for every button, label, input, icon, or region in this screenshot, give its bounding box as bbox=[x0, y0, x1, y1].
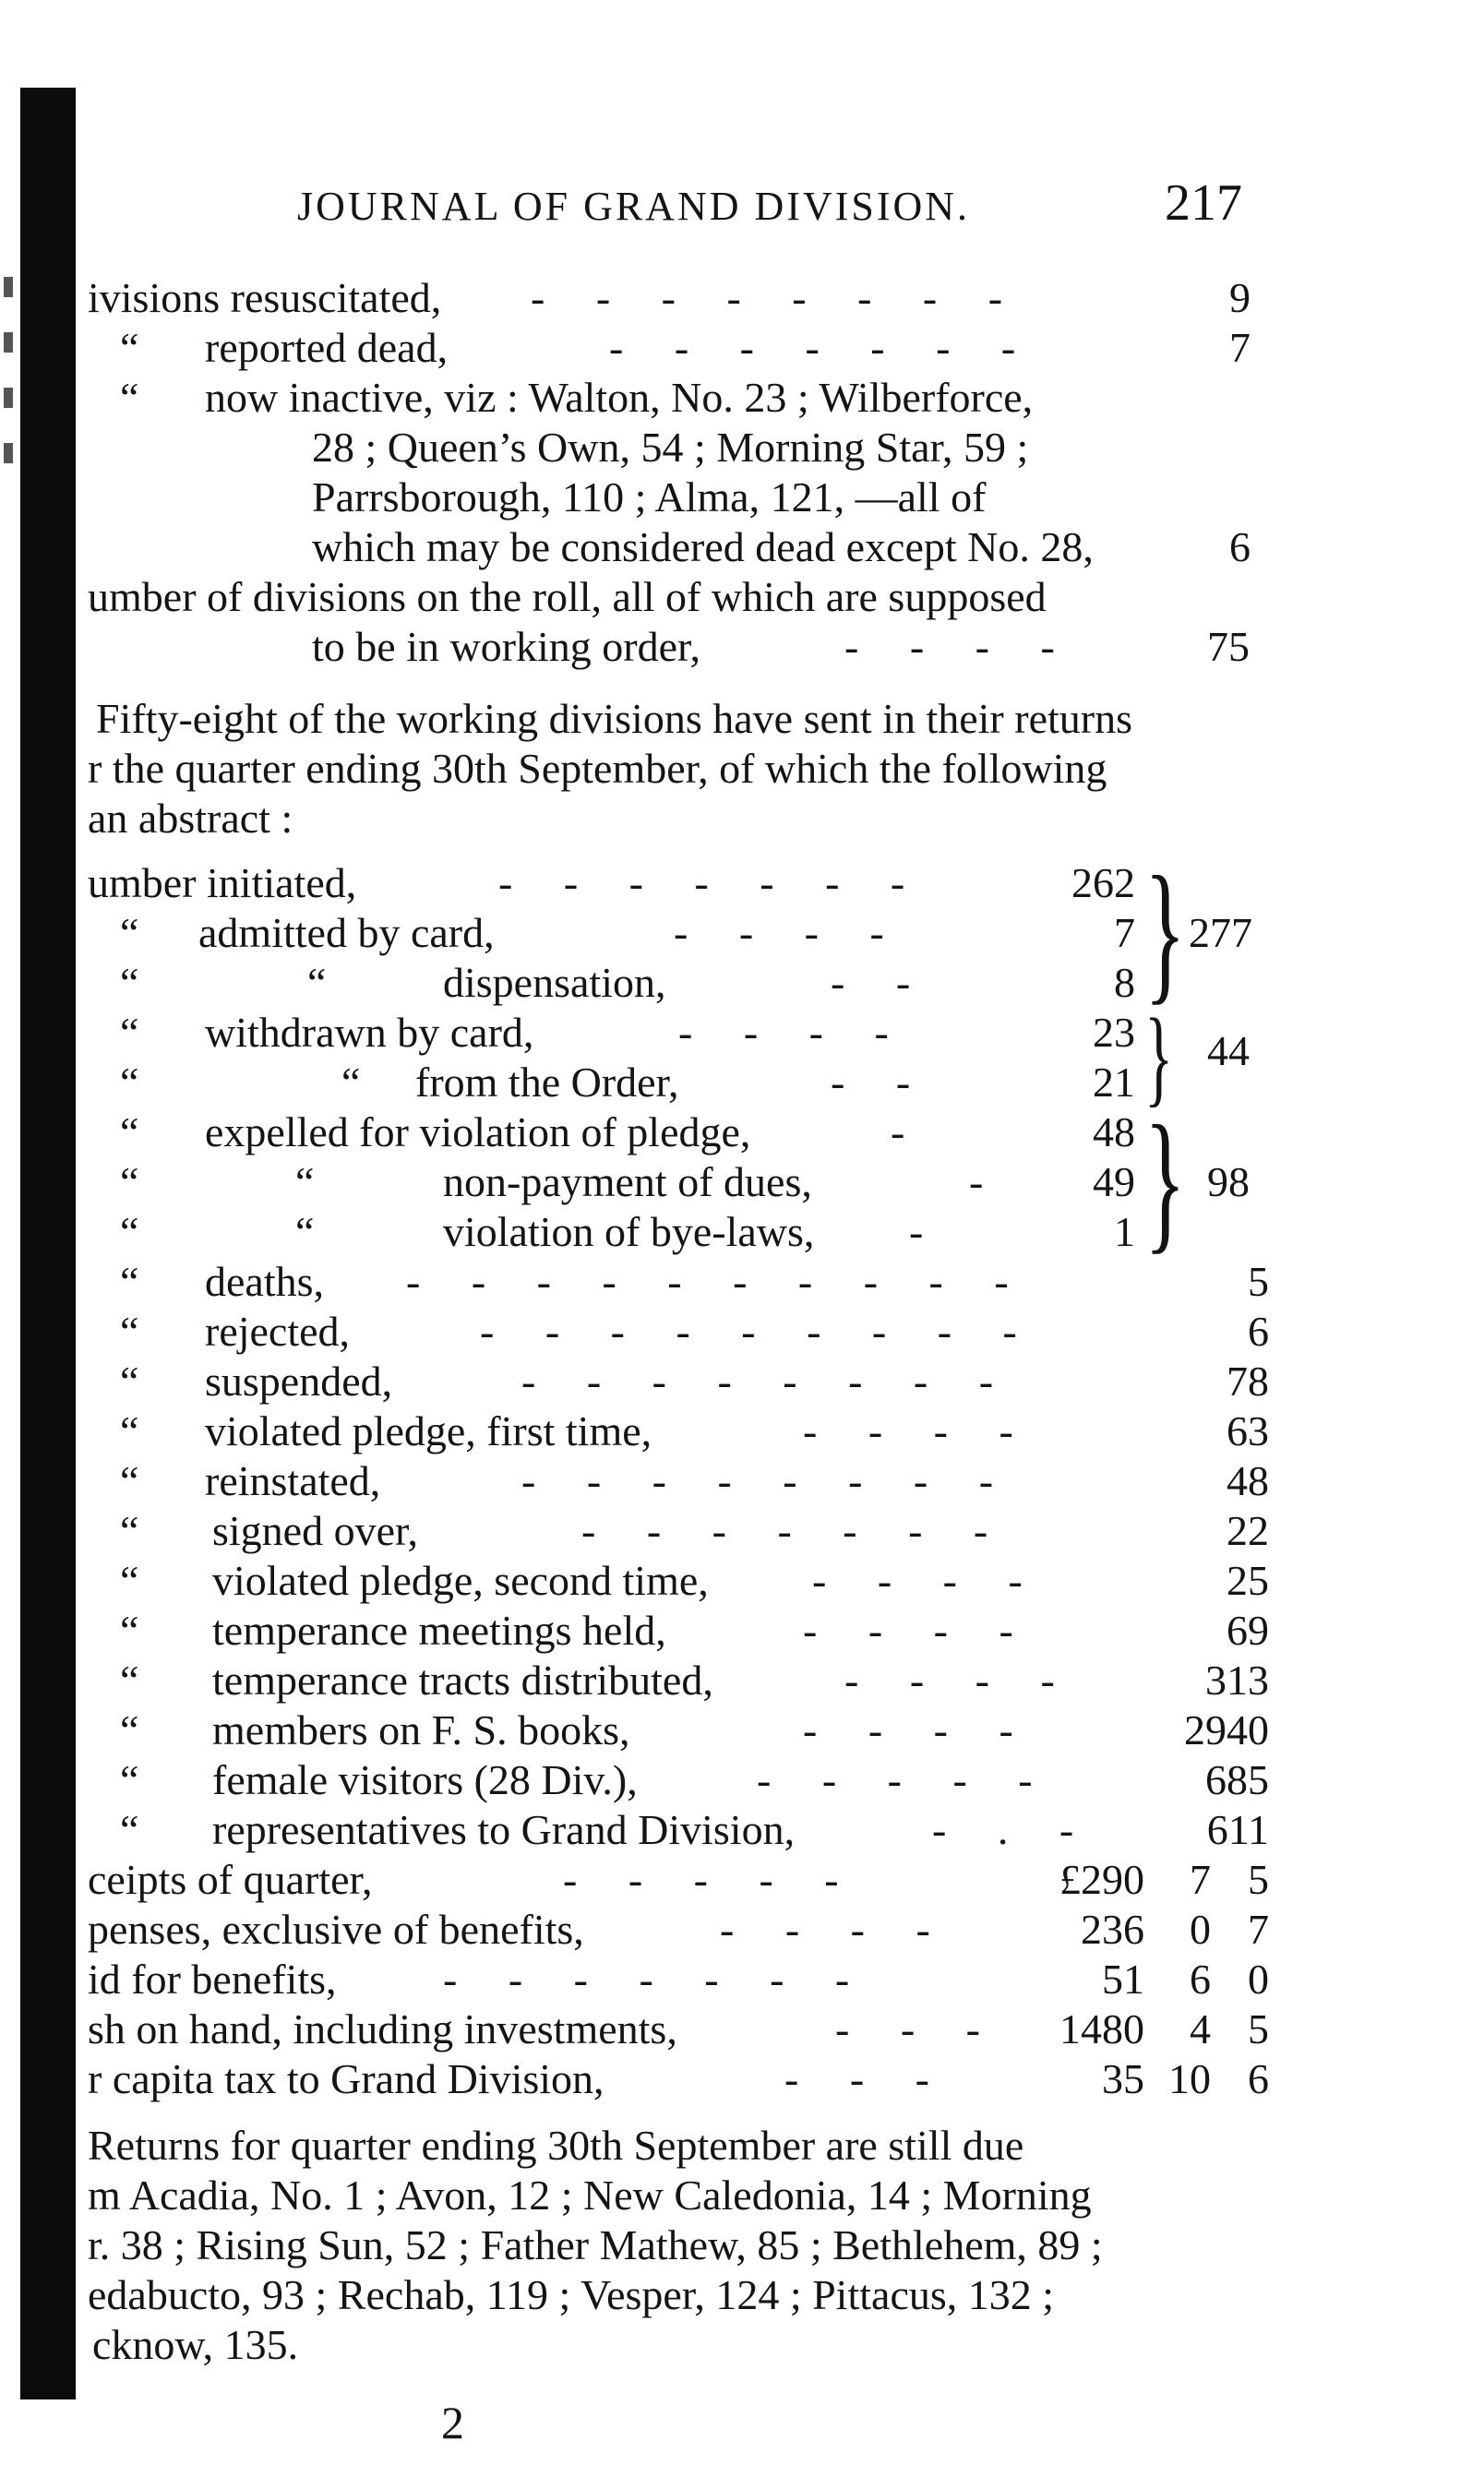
text-span: sh on hand, including investments, bbox=[88, 2005, 677, 2052]
text-span: 313 bbox=[1205, 1657, 1269, 1704]
text-span: “ bbox=[120, 1457, 139, 1504]
text-span: - - - - - - - bbox=[581, 1507, 1009, 1554]
text-span: 7 bbox=[1114, 909, 1135, 956]
text-span: - - - - - - - - - bbox=[480, 1308, 1037, 1355]
text-span: “ bbox=[295, 1208, 315, 1255]
text-span: “ bbox=[120, 1557, 139, 1604]
edge-mark bbox=[4, 388, 13, 408]
text-span: - bbox=[969, 1158, 1004, 1205]
text-span: - - - - - - - - bbox=[531, 274, 1023, 321]
text-span: edabucto, 93 ; Rechab, 119 ; Vesper, 124 ; Pittacus, 132 ; bbox=[88, 2271, 1055, 2318]
text-span: 35 bbox=[1102, 2055, 1144, 2102]
signature-mark: 2 bbox=[441, 2397, 464, 2448]
text-span: suspended, bbox=[205, 1358, 393, 1405]
text-span: non-payment of dues, bbox=[443, 1158, 812, 1205]
text-span: - - - - - bbox=[563, 1856, 859, 1903]
text-span: 9 bbox=[1229, 274, 1251, 321]
text-span: “ bbox=[120, 1258, 139, 1305]
text-span: 5 bbox=[1248, 1258, 1269, 1305]
text-span: 5 bbox=[1248, 2005, 1269, 2052]
text-span: - - bbox=[831, 1059, 931, 1106]
text-span: to be in working order, bbox=[312, 623, 701, 670]
text-span: 21 bbox=[1093, 1059, 1135, 1106]
text-span: “ bbox=[120, 1208, 139, 1255]
text-span: “ bbox=[120, 1158, 139, 1205]
text-span: 1480 bbox=[1059, 2005, 1144, 2052]
edge-mark bbox=[4, 277, 13, 297]
text-span: - - - - - - - bbox=[443, 1956, 870, 2003]
right-brace: } bbox=[1144, 1094, 1186, 1267]
text-span: 23 bbox=[1093, 1009, 1135, 1056]
text-span: 2940 bbox=[1184, 1706, 1269, 1753]
text-span: - - - - bbox=[803, 1706, 1034, 1753]
text-span: 78 bbox=[1227, 1358, 1269, 1405]
text-span: - bbox=[909, 1208, 944, 1255]
book-binding-shadow bbox=[20, 88, 76, 2399]
text-span: rejected, bbox=[205, 1308, 351, 1355]
text-span: “ bbox=[120, 1108, 139, 1155]
edge-mark bbox=[4, 443, 13, 463]
text-span: - - - - - - - - - - bbox=[406, 1258, 1029, 1305]
text-span: 49 bbox=[1093, 1158, 1135, 1205]
text-span: 4 bbox=[1190, 2005, 1211, 2052]
text-span: violation of bye-laws, bbox=[443, 1208, 815, 1255]
text-span: 0 bbox=[1248, 1956, 1269, 2003]
text-span: ivisions resuscitated, bbox=[88, 274, 442, 321]
text-span: an abstract : bbox=[88, 795, 293, 842]
text-span: signed over, bbox=[212, 1507, 418, 1554]
text-span: “ bbox=[120, 1507, 139, 1554]
text-span: r. 38 ; Rising Sun, 52 ; Father Mathew, 85 ; Bethlehem, 89 ; bbox=[88, 2221, 1103, 2268]
text-span: - bbox=[891, 1108, 926, 1155]
text-span: £290 bbox=[1059, 1856, 1144, 1903]
text-span: umber initiated, bbox=[88, 859, 357, 906]
text-span: 69 bbox=[1227, 1607, 1269, 1654]
text-span: 236 bbox=[1081, 1906, 1144, 1953]
text-span: ceipts of quarter, bbox=[88, 1856, 373, 1903]
text-span: - - - - - - - bbox=[498, 859, 926, 906]
text-span: - - - - bbox=[812, 1557, 1043, 1604]
group-total: 277 bbox=[1189, 909, 1252, 956]
text-span: Returns for quarter ending 30th September are still due bbox=[88, 2122, 1024, 2169]
text-span: - - - bbox=[784, 2055, 950, 2102]
text-span: - - - - bbox=[678, 1009, 909, 1056]
text-span: reported dead, bbox=[205, 324, 449, 371]
text-span: admitted by card, bbox=[198, 909, 495, 956]
text-span: - - - - bbox=[720, 1906, 951, 1953]
right-brace: } bbox=[1144, 996, 1174, 1117]
text-span: temperance meetings held, bbox=[212, 1607, 666, 1654]
text-span: now inactive, viz : Walton, No. 23 ; Wilberforce, bbox=[205, 374, 1034, 421]
text-span: 262 bbox=[1071, 859, 1135, 906]
right-brace: } bbox=[1144, 844, 1186, 1018]
text-span: 7 bbox=[1229, 324, 1251, 371]
text-span: 685 bbox=[1205, 1756, 1269, 1803]
text-span: - - - - - - - - bbox=[521, 1457, 1014, 1504]
text-span: - . - bbox=[932, 1806, 1095, 1853]
text-span: penses, exclusive of benefits, bbox=[88, 1906, 584, 1953]
text-span: r the quarter ending 30th September, of which the following bbox=[88, 745, 1107, 792]
text-span: members on F. S. books, bbox=[212, 1706, 630, 1753]
text-span: “ bbox=[120, 324, 139, 371]
text-span: violated pledge, first time, bbox=[205, 1407, 652, 1454]
edge-mark bbox=[4, 332, 13, 353]
group-total: 44 bbox=[1207, 1027, 1250, 1074]
text-span: deaths, bbox=[205, 1258, 325, 1305]
text-span: 6 bbox=[1229, 523, 1251, 570]
text-span: umber of divisions on the roll, all of which are supposed bbox=[88, 573, 1047, 620]
text-span: 63 bbox=[1227, 1407, 1269, 1454]
text-span: 6 bbox=[1248, 2055, 1269, 2102]
text-span: Fifty-eight of the working divisions have sent in their returns bbox=[96, 695, 1132, 742]
text-span: “ bbox=[120, 1607, 139, 1654]
page-number: 217 bbox=[1165, 174, 1242, 232]
text-span: “ bbox=[120, 1706, 139, 1753]
text-span: 25 bbox=[1227, 1557, 1269, 1604]
text-span: “ bbox=[120, 1806, 139, 1853]
text-span: - - bbox=[831, 959, 931, 1006]
text-span: 6 bbox=[1248, 1308, 1269, 1355]
text-span: “ bbox=[295, 1158, 315, 1205]
text-span: Parrsborough, 110 ; Alma, 121, —all of bbox=[312, 473, 987, 521]
text-span: - - - bbox=[835, 2005, 1000, 2052]
text-span: “ bbox=[120, 1009, 139, 1056]
text-span: 7 bbox=[1190, 1856, 1211, 1903]
text-span: 28 ; Queen’s Own, 54 ; Morning Star, 59 ; bbox=[312, 424, 1029, 471]
text-span: m Acadia, No. 1 ; Avon, 12 ; New Caledonia, 14 ; Morning bbox=[88, 2172, 1092, 2219]
text-span: “ bbox=[120, 1059, 139, 1106]
text-span: - - - - bbox=[803, 1407, 1034, 1454]
text-span: 6 bbox=[1190, 1956, 1211, 2003]
text-span: withdrawn by card, bbox=[205, 1009, 534, 1056]
text-span: violated pledge, second time, bbox=[212, 1557, 709, 1604]
text-span: “ bbox=[120, 1756, 139, 1803]
text-span: female visitors (28 Div.), bbox=[212, 1756, 638, 1803]
text-span: - - - - bbox=[844, 1657, 1075, 1704]
text-span: - - - - - - - bbox=[609, 324, 1036, 371]
text-span: 5 bbox=[1248, 1856, 1269, 1903]
text-span: “ bbox=[120, 909, 139, 956]
text-span: reinstated, bbox=[205, 1457, 381, 1504]
text-span: - - - - bbox=[674, 909, 904, 956]
text-span: temperance tracts distributed, bbox=[212, 1657, 713, 1704]
text-span: r capita tax to Grand Division, bbox=[88, 2055, 604, 2102]
text-span: “ bbox=[120, 1407, 139, 1454]
text-span: 51 bbox=[1102, 1956, 1144, 2003]
text-span: “ bbox=[341, 1059, 361, 1106]
group-total: 98 bbox=[1207, 1158, 1250, 1205]
text-span: 611 bbox=[1206, 1806, 1269, 1853]
text-span: - - - - bbox=[844, 623, 1075, 670]
text-span: 10 bbox=[1168, 2055, 1211, 2102]
text-span: - - - - - bbox=[757, 1756, 1053, 1803]
running-header: JOURNAL OF GRAND DIVISION. bbox=[297, 184, 971, 229]
text-span: - - - - bbox=[803, 1607, 1034, 1654]
text-span: “ bbox=[120, 959, 139, 1006]
text-span: representatives to Grand Division, bbox=[212, 1806, 796, 1853]
text-span: expelled for violation of pledge, bbox=[205, 1108, 751, 1155]
text-span: “ bbox=[120, 374, 139, 421]
text-span: “ bbox=[120, 1657, 139, 1704]
text-span: 48 bbox=[1093, 1108, 1135, 1155]
text-span: id for benefits, bbox=[88, 1956, 337, 2003]
text-span: 22 bbox=[1227, 1507, 1269, 1554]
text-span: “ bbox=[307, 959, 327, 1006]
text-span: cknow, 135. bbox=[92, 2321, 299, 2368]
text-span: 48 bbox=[1227, 1457, 1269, 1504]
text-span: - - - - - - - - bbox=[521, 1358, 1014, 1405]
text-span: from the Order, bbox=[415, 1059, 679, 1106]
text-span: 7 bbox=[1248, 1906, 1269, 1953]
text-span: “ bbox=[120, 1358, 139, 1405]
text-span: “ bbox=[120, 1308, 139, 1355]
text-span: 8 bbox=[1114, 959, 1135, 1006]
text-span: 75 bbox=[1207, 623, 1250, 670]
text-span: 1 bbox=[1114, 1208, 1135, 1255]
text-span: which may be considered dead except No. 28, bbox=[312, 523, 1094, 570]
text-span: dispensation, bbox=[443, 959, 666, 1006]
text-span: 0 bbox=[1190, 1906, 1211, 1953]
